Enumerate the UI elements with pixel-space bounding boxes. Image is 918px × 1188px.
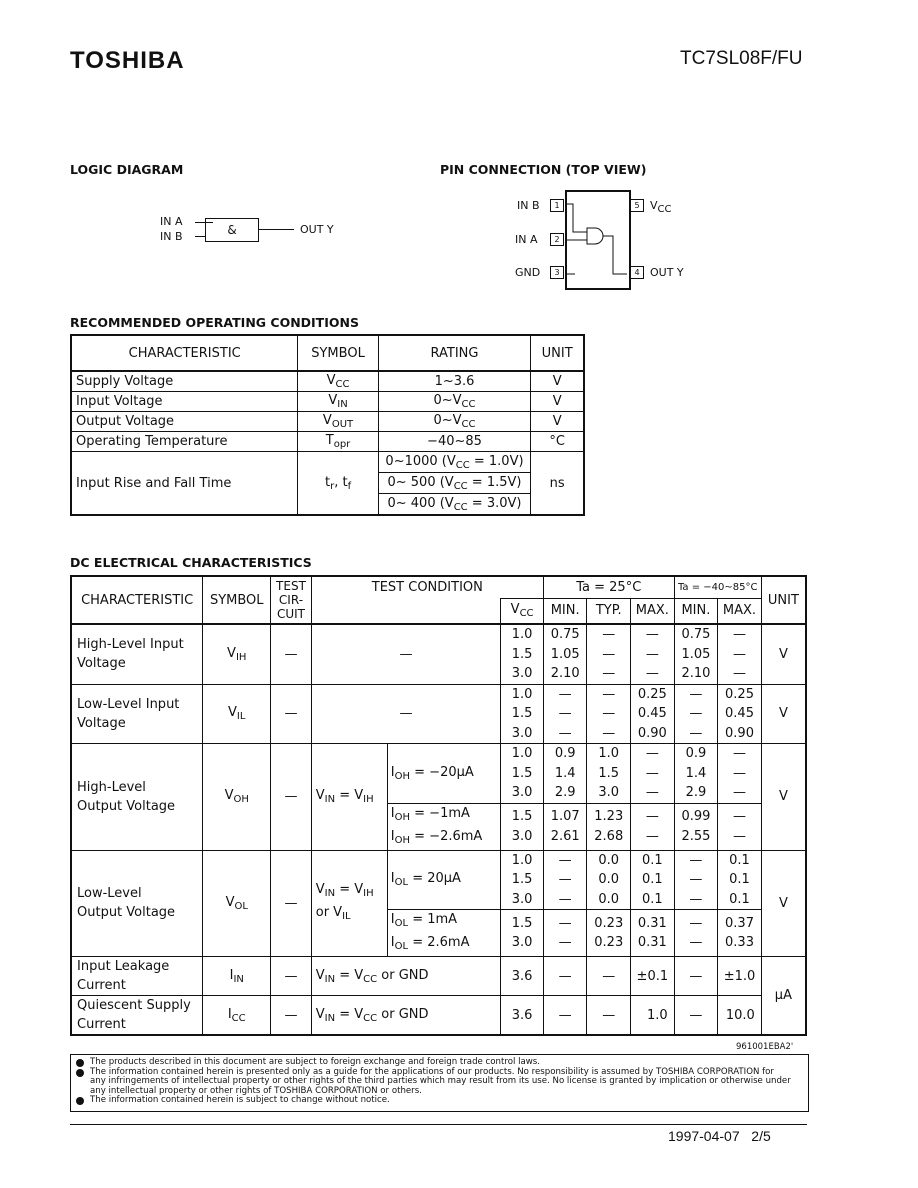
dc-max2: 0.25 0.45 0.90	[718, 684, 762, 744]
roc-rating: 0~1000 $(V_{CC} = 1.0V)$	[378, 452, 531, 473]
dc-typ: —	[587, 996, 631, 1036]
pin2-label: IN A	[515, 233, 538, 246]
pin5-label: VCC	[650, 199, 672, 215]
dc-unit: V	[761, 744, 806, 851]
table-row	[71, 996, 806, 1036]
and-gate-symbol: &	[227, 223, 237, 237]
dc-unit: V	[761, 850, 806, 957]
dc-test-circuit: —	[271, 624, 312, 684]
dc-min2: —	[674, 996, 718, 1036]
dc-sym: $V_{IL}$	[203, 684, 271, 744]
dc-unit: V	[761, 684, 806, 744]
roc-char: Supply Voltage	[71, 371, 298, 392]
dc-h-char: CHARACTERISTIC	[71, 576, 203, 624]
dc-char: Quiescent Supply Current	[71, 996, 203, 1036]
dc-unit: μA	[761, 957, 806, 1036]
roc-unit: °C	[531, 432, 584, 452]
dc-max: ±0.1	[631, 957, 675, 996]
dc-min: —	[543, 996, 587, 1036]
roc-sym: $V_{CC}$	[298, 371, 378, 392]
roc-sym: $t_r$, $t_f$	[298, 452, 378, 516]
dc-h-cond-blank	[311, 598, 501, 624]
table-row	[71, 371, 584, 392]
roc-char: Input Voltage	[71, 392, 298, 412]
table-row	[71, 957, 806, 996]
dc-min: 0.9 1.4 2.9	[543, 744, 587, 804]
dc-vcc: 3.6	[501, 996, 544, 1036]
dc-condition: —	[311, 684, 501, 744]
dc-vcc: 1.0 1.5 3.0	[501, 624, 544, 684]
pin-diagram	[505, 188, 705, 293]
dc-test-circuit: —	[271, 957, 312, 996]
part-number: TC7SL08F/FU	[680, 48, 803, 69]
dc-min: — — —	[543, 684, 587, 744]
pin2-number: 2	[550, 233, 564, 246]
pin4-number: 4	[630, 266, 644, 279]
roc-unit: V	[531, 371, 584, 392]
dc-h-ta25: Ta = 25°C	[543, 576, 674, 598]
dc-sym: $I_{IN}$	[203, 957, 271, 996]
dc-min: 1.07 2.61	[543, 803, 587, 850]
footer-page: 2/5	[751, 1128, 771, 1144]
dc-char: High-Level Input Voltage	[71, 624, 203, 684]
dc-title: DC ELECTRICAL CHARACTERISTICS	[70, 555, 312, 570]
roc-char: Operating Temperature	[71, 432, 298, 452]
dc-max2: — — —	[718, 624, 762, 684]
table-row	[71, 412, 584, 432]
logic-in-a: IN A	[160, 215, 183, 228]
bullet-icon	[76, 1097, 84, 1105]
table-row	[71, 392, 584, 412]
dc-condition: $V_{IN} = V_{CC}$ or GND	[311, 996, 501, 1036]
dc-h-vcc: $V_{CC}$	[501, 598, 544, 624]
document-code: 961001EBA2'	[736, 1042, 794, 1052]
roc-rating: $0\sim V_{CC}$	[378, 412, 531, 432]
dc-min: —	[543, 957, 587, 996]
logic-diagram-title: LOGIC DIAGRAM	[70, 162, 184, 177]
pin4-label: OUT Y	[650, 266, 684, 279]
dc-sym: $V_{OH}$	[203, 744, 271, 851]
dc-vcc: 1.0 1.5 3.0	[501, 684, 544, 744]
notice-item: The information contained herein is presented only as a guide for the applications of our products. No responsibility is assumed by TOSHIBA CORPORATION for any infringements of intellectual property or other rights of the third parties which may result from its use. No license is granted by implication or otherwise under any intellectual property or other rights of TOSHIBA CORPORATION or others.	[76, 1068, 792, 1097]
pin5-number: 5	[630, 199, 644, 212]
dc-char: Low-Level Output Voltage	[71, 850, 203, 957]
dc-max: 1.0	[631, 996, 675, 1036]
roc-char: Output Voltage	[71, 412, 298, 432]
dc-max: 0.1 0.1 0.1	[631, 850, 675, 910]
table-row	[71, 624, 806, 684]
dc-test-circuit: —	[271, 744, 312, 851]
dc-min2: — —	[674, 910, 718, 957]
dc-h-max: MAX.	[631, 598, 675, 624]
dc-h-test: TEST CIR- CUIT	[271, 576, 312, 624]
dc-min2: —	[674, 957, 718, 996]
logic-out-wire	[258, 229, 294, 230]
dc-typ: — — —	[587, 624, 631, 684]
dc-min: 0.75 1.05 2.10	[543, 624, 587, 684]
pin1-number: 1	[550, 199, 564, 212]
dc-max2: 0.37 0.33	[718, 910, 762, 957]
roc-title: RECOMMENDED OPERATING CONDITIONS	[70, 315, 359, 330]
table-row	[71, 850, 806, 910]
logic-diagram	[150, 205, 370, 255]
dc-sym: $V_{IH}$	[203, 624, 271, 684]
dc-max2: 10.0	[718, 996, 762, 1036]
table-row	[71, 744, 806, 804]
roc-unit: V	[531, 412, 584, 432]
pin3-label: GND	[515, 266, 541, 279]
dc-h-unit: UNIT	[761, 576, 806, 624]
dc-typ: 1.0 1.5 3.0	[587, 744, 631, 804]
dc-subcondition: $I_{OH} = -20\mu A$	[387, 744, 501, 804]
dc-subcondition: $I_{OL} = 1mA$ $I_{OL} = 2.6mA$	[387, 910, 501, 957]
dc-max2: ±1.0	[718, 957, 762, 996]
dc-unit: V	[761, 624, 806, 684]
dc-max2: — —	[718, 803, 762, 850]
dc-char: High-Level Output Voltage	[71, 744, 203, 851]
logic-in-b-wire	[195, 236, 205, 237]
roc-h-sym: SYMBOL	[298, 335, 378, 371]
bullet-icon	[76, 1069, 84, 1077]
and-gate-box	[205, 218, 259, 242]
dc-vcc: 3.6	[501, 957, 544, 996]
pin-connection-title: PIN CONNECTION (TOP VIEW)	[440, 162, 647, 177]
dc-max: 0.25 0.45 0.90	[631, 684, 675, 744]
footer-divider	[70, 1124, 807, 1125]
internal-gate-icon	[565, 190, 631, 290]
dc-h-max2: MAX.	[718, 598, 762, 624]
dc-table	[70, 575, 807, 1036]
roc-rating: 0~ 400 $(V_{CC} = 3.0V)$	[378, 494, 531, 516]
dc-min2: — — —	[674, 850, 718, 910]
dc-max2: — — —	[718, 744, 762, 804]
dc-header-row	[71, 576, 806, 598]
dc-h-tarange: Ta = −40~85°C	[674, 576, 761, 598]
roc-h-char: CHARACTERISTIC	[71, 335, 298, 371]
dc-typ: 0.0 0.0 0.0	[587, 850, 631, 910]
notice-item: The products described in this document are subject to foreign exchange and foreign trade control laws.	[76, 1058, 792, 1068]
dc-max2: 0.1 0.1 0.1	[718, 850, 762, 910]
dc-test-circuit: —	[271, 850, 312, 957]
dc-min2: 0.9 1.4 2.9	[674, 744, 718, 804]
dc-vcc: 1.5 3.0	[501, 803, 544, 850]
footer-date: 1997-04-07	[668, 1128, 740, 1144]
footer	[668, 1128, 771, 1144]
table-row	[71, 684, 806, 744]
dc-condition: $V_{IN} = V_{IH}$	[311, 744, 387, 851]
roc-unit: V	[531, 392, 584, 412]
dc-condition: $V_{IN} = V_{IH}$ or $V_{IL}$	[311, 850, 387, 957]
roc-sym: $V_{OUT}$	[298, 412, 378, 432]
dc-max: — — —	[631, 744, 675, 804]
table-row	[71, 432, 584, 452]
dc-typ: — — —	[587, 684, 631, 744]
dc-min: — — —	[543, 850, 587, 910]
pin3-number: 3	[550, 266, 564, 279]
dc-char: Input Leakage Current	[71, 957, 203, 996]
dc-h-min: MIN.	[543, 598, 587, 624]
dc-max: — — —	[631, 624, 675, 684]
dc-test-circuit: —	[271, 996, 312, 1036]
dc-min2: 0.99 2.55	[674, 803, 718, 850]
roc-header-row	[71, 335, 584, 371]
brand-logo: TOSHIBA	[70, 47, 185, 74]
dc-condition: $V_{IN} = V_{CC}$ or GND	[311, 957, 501, 996]
bullet-icon	[76, 1059, 84, 1067]
dc-subcondition: $I_{OL} = 20\mu A$	[387, 850, 501, 910]
notice-item: The information contained herein is subject to change without notice.	[76, 1096, 792, 1106]
pin1-label: IN B	[517, 199, 540, 212]
dc-typ: —	[587, 957, 631, 996]
dc-test-circuit: —	[271, 684, 312, 744]
dc-min2: 0.75 1.05 2.10	[674, 624, 718, 684]
dc-h-cond: TEST CONDITION	[311, 576, 543, 598]
dc-typ: 0.23 0.23	[587, 910, 631, 957]
dc-vcc: 1.0 1.5 3.0	[501, 744, 544, 804]
roc-table	[70, 334, 585, 516]
roc-unit: ns	[531, 452, 584, 516]
dc-h-min2: MIN.	[674, 598, 718, 624]
dc-max: — —	[631, 803, 675, 850]
dc-vcc: 1.0 1.5 3.0	[501, 850, 544, 910]
dc-sym: $I_{CC}$	[203, 996, 271, 1036]
roc-char: Input Rise and Fall Time	[71, 452, 298, 516]
dc-typ: 1.23 2.68	[587, 803, 631, 850]
dc-condition: —	[311, 624, 501, 684]
roc-rating: $0\sim V_{CC}$	[378, 392, 531, 412]
logic-out-y: OUT Y	[300, 223, 334, 236]
roc-h-unit: UNIT	[531, 335, 584, 371]
table-row	[71, 452, 584, 473]
roc-sym: $T_{opr}$	[298, 432, 378, 452]
dc-sym: $V_{OL}$	[203, 850, 271, 957]
notice-text	[76, 1058, 792, 1106]
roc-rating: −40~85	[378, 432, 531, 452]
dc-vcc: 1.5 3.0	[501, 910, 544, 957]
logic-in-b: IN B	[160, 230, 183, 243]
dc-h-typ: TYP.	[587, 598, 631, 624]
roc-h-rating: RATING	[378, 335, 531, 371]
dc-min: — —	[543, 910, 587, 957]
dc-max: 0.31 0.31	[631, 910, 675, 957]
dc-subcondition: $I_{OH} = -1mA$ $I_{OH} = -2.6mA$	[387, 803, 501, 850]
dc-char: Low-Level Input Voltage	[71, 684, 203, 744]
roc-sym: $V_{IN}$	[298, 392, 378, 412]
dc-h-sym: SYMBOL	[203, 576, 271, 624]
roc-rating: 1~3.6	[378, 371, 531, 392]
dc-min2: — — —	[674, 684, 718, 744]
roc-rating: 0~ 500 $(V_{CC} = 1.5V)$	[378, 473, 531, 494]
